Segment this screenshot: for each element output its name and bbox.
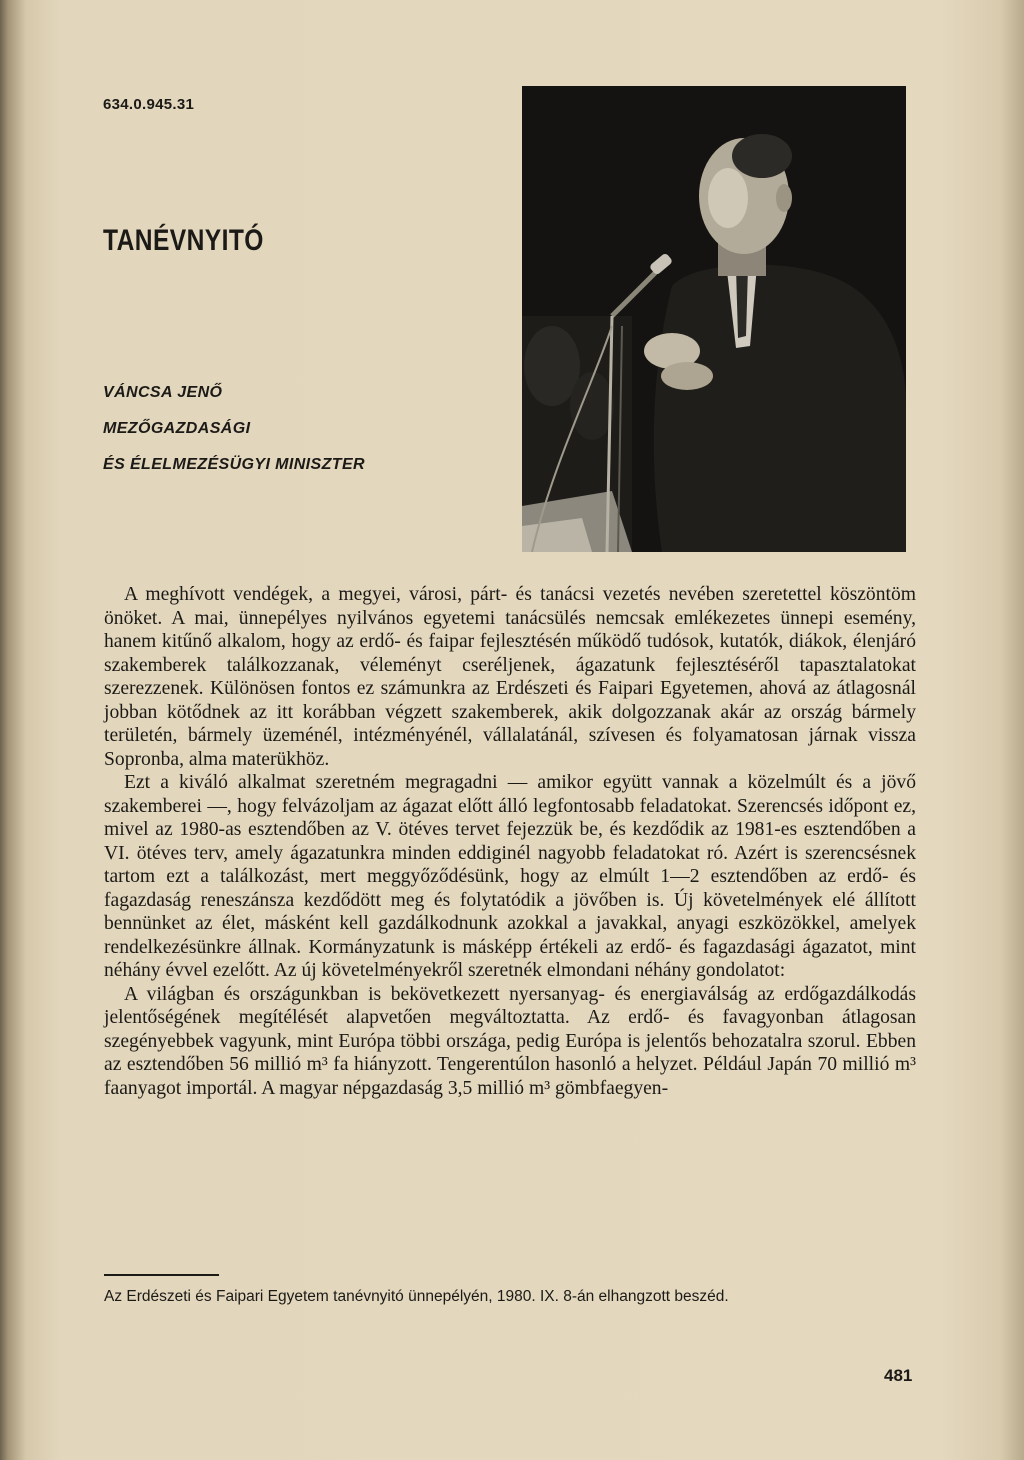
body-paragraph: A meghívott vendégek, a megyei, városi, párt- és tanácsi vezetés nevében szeretettel köszöntöm önöket. A mai, ünnepélyes nyilvános egyetemi tanácsülés nemcsak emlékezetes ünnepi esemény, hanem kitűnő alkalom, hogy az erdő- és faipar fejlesztésén működő tudósok, kutatók, diákok, élenjáró szakemberek találkozzanak, véleményt cseréljenek, ágazatunk fejlesztéséről tapasztalatokat szerezzenek. Különösen fontos ez számunkra az Erdészeti és Faipari Egyetemen, ahová az átlagosnál jobban kötődnek az itt korábban végzett szakemberek, akik dolgozzanak akár az ország bármely területén, bármely üzeménél, intézményénél, vállalatánál, szívesen és folyamatosan járnak vissza Sopronba, alma materükhöz. — [104, 584, 916, 770]
body-paragraph: Ezt a kiváló alkalmat szeretném megragadni — amikor együtt vannak a közelmúlt és a jövő szakemberei —, hogy felvázoljam az ágazat előtt álló legfontosabb feladatokat. Szerencsés időpont ez, mivel az 1980-as esztendőben az V. ötéves tervet fejezzük be, és kezdődik az 1981-es esztendőben a VI. ötéves terv, amely ágazatunkra minden eddiginél nagyobb feladatokat ró. Azért is szerencsésnek tartom ezt a találkozást, mert meggyőződésünk, hogy az elmúlt 1—2 esztendőben az erdő- és fagazdaság reneszánsza kezdődött meg és folytatódik a jövőben is. Új követelmények elé állított bennünket az élet, másként kell gazdálkodnunk azokkal a javakkal, anyagi eszközökkel, amelyek rendelkezésünkre állnak. Kormányzatunk is másképp értékeli az erdő- és fagazdasági ágazatot, mint néhány évvel ezelőtt. Az új követelményekről szeretnék elmondani néhány gondolatot: — [104, 772, 916, 981]
speaker-at-microphone-photo — [522, 86, 906, 552]
article-title: TANÉVNYITÓ — [103, 224, 264, 257]
speaker-photo — [522, 86, 906, 552]
footnote: Az Erdészeti és Faipari Egyetem tanévnyitó ünnepélyén, 1980. IX. 8-án elhangzott beszéd. — [104, 1288, 729, 1305]
body-paragraph: A világban és országunkban is bekövetkezett nyersanyag- és energiaválság az erdőgazdálkodás jelentőségének megítélését alapvetően megváltoztatta. Az erdő- és favagyonban átlagosan szegényebbek vagyunk, mint Európa többi országa, pedig Európa is jelentős behozatalra szorul. Ebben az esztendőben 56 millió m³ fa hiányzott. Tengerentúlon hasonló a helyzet. Például Japán 70 millió m³ faanyagot importál. A magyar népgazdaság 3,5 millió m³ gömbfaegyen- — [104, 983, 916, 1099]
author-position-line-2: ÉS ÉLELMEZÉSÜGYI MINISZTER — [103, 456, 365, 473]
page-number: 481 — [884, 1366, 913, 1385]
udc-classification: 634.0.945.31 — [103, 96, 195, 113]
article-body — [104, 583, 916, 1100]
author-name: VÁNCSA JENŐ — [103, 384, 223, 401]
author-position-line-1: MEZŐGAZDASÁGI — [103, 420, 251, 437]
footnote-divider — [104, 1274, 219, 1276]
